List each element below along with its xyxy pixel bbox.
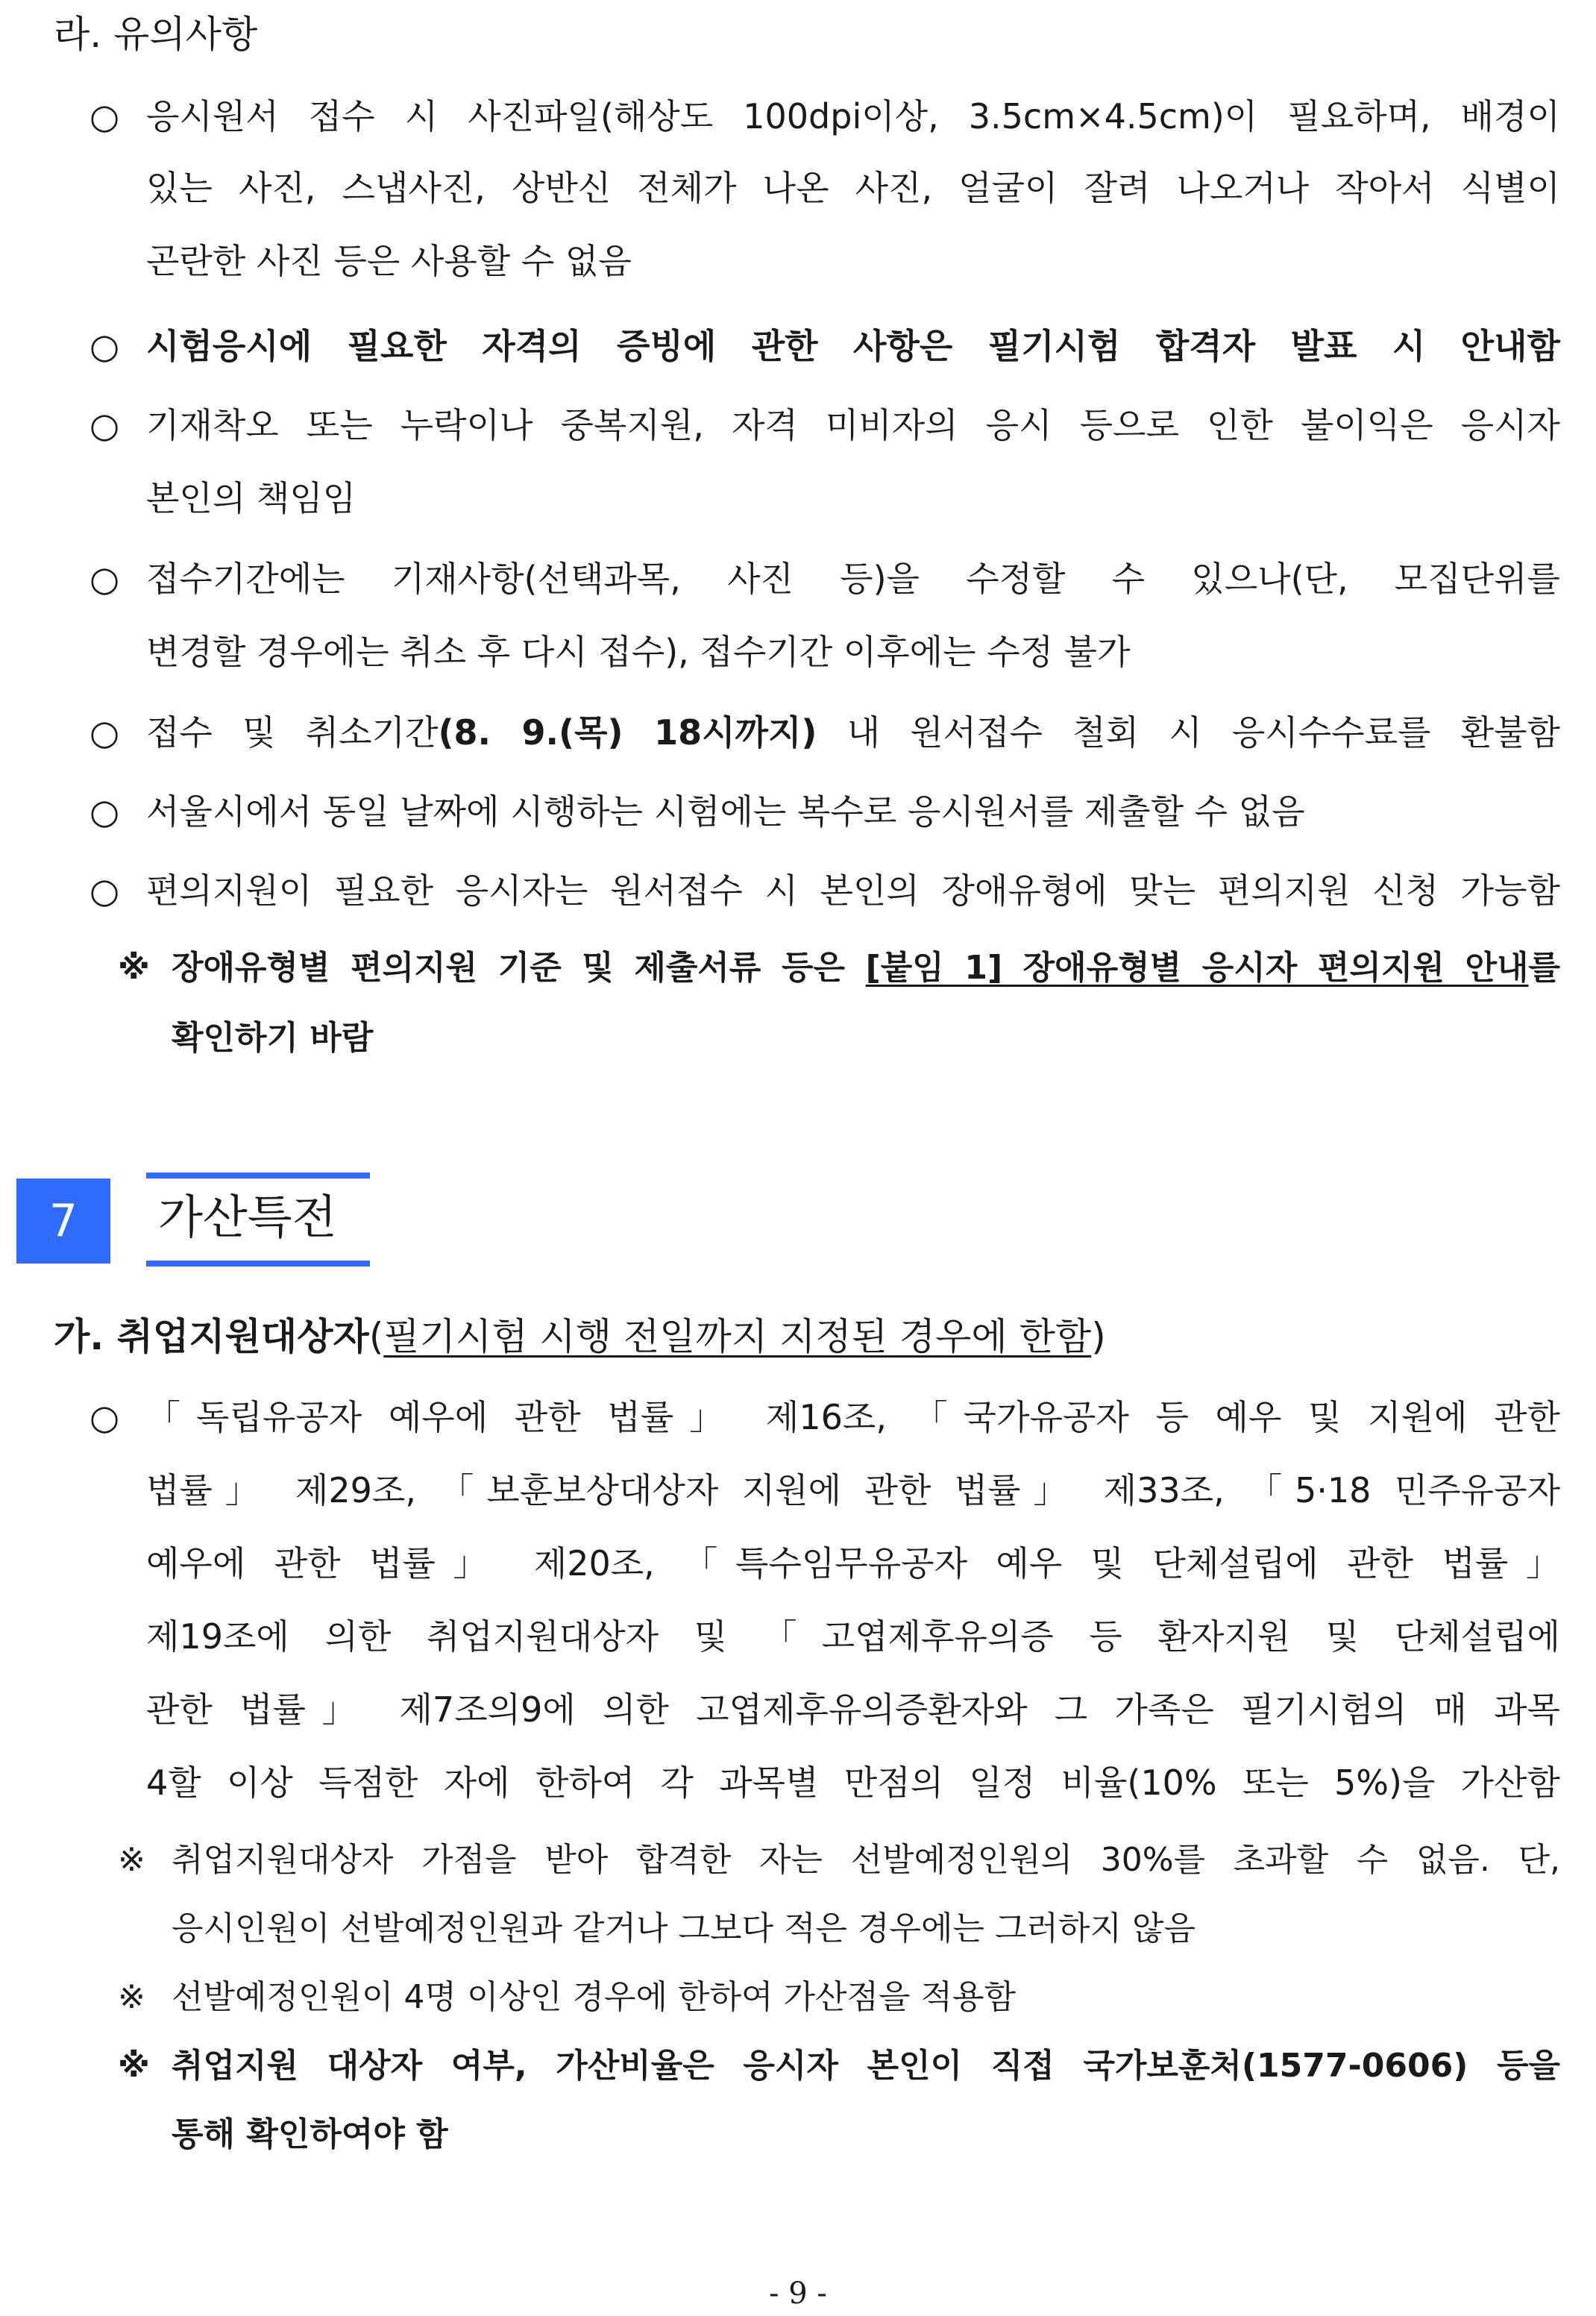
caution-item-5-text-post: 내 원서접수 철회 시 응시수수료를 환불함	[817, 712, 1560, 753]
employment-heading-bold: 가. 취업지원대상자	[54, 1315, 369, 1358]
bullet-icon: ○	[89, 96, 120, 136]
employment-item-line-1: 「독립유공자 예우에 관한 법률」 제16조, 「국가유공자 등 예우 및 지원에 관한	[146, 1397, 1560, 1437]
reference-mark-icon: ※	[118, 1978, 145, 2016]
employment-item-line-2: 법률」 제29조, 「보훈보상대상자 지원에 관한 법률」 제33조, 「5·18 민주유공자	[146, 1470, 1560, 1510]
employment-note-1-line-2: 응시인원이 선발예정인원과 같거나 그보다 적은 경우에는 그러하지 않음	[172, 1909, 1196, 1948]
bullet-icon: ○	[89, 870, 120, 911]
caution-item-7-line-1: 편의지원이 필요한 응시자는 원서접수 시 본인의 장애유형에 맞는 편의지원 신청 가능함	[146, 870, 1560, 911]
bullet-icon: ○	[89, 712, 120, 753]
caution-item-4-line-1: 접수기간에는 기재사항(선택과목, 사진 등)을 수정할 수 있으나(단, 모집단위를	[146, 559, 1560, 599]
employment-heading-paren-close: )	[1091, 1315, 1106, 1358]
bullet-icon: ○	[89, 1397, 120, 1437]
employment-item-line-6: 4할 이상 득점한 자에 한하여 각 과목별 만점의 일정 비율(10% 또는 5%)을 가산함	[146, 1763, 1560, 1803]
section-title-bottom-rule	[146, 1261, 370, 1267]
caution-item-6-line-1: 서울시에서 동일 날짜에 시행하는 시험에는 복수로 응시원서를 제출할 수 없음	[146, 791, 1305, 832]
caution-item-5-text-pre: 접수 및 취소기간	[146, 712, 439, 753]
page-number: - 9 -	[769, 2276, 827, 2311]
caution-item-5-line-1	[146, 710, 1560, 755]
caution-item-2-line-1: 시험응시에 필요한 자격의 증빙에 관한 사항은 필기시험 합격자 발표 시 안내함	[146, 326, 1560, 366]
caution-note-text-pre: 장애유형별 편의지원 기준 및 제출서류 등은	[172, 949, 866, 987]
employment-note-1-line-1: 취업지원대상자 가점을 받아 합격한 자는 선발예정인원의 30%를 초과할 수 없음. 단,	[172, 1841, 1560, 1879]
employment-item-line-4: 제19조에 의한 취업지원대상자 및 「고엽제후유의증 등 환자지원 및 단체설립에	[146, 1616, 1560, 1657]
caution-item-1-line-1: 응시원서 접수 시 사진파일(해상도 100dpi이상, 3.5cm×4.5cm)이 필요하며, 배경이	[146, 96, 1560, 136]
caution-item-3-line-1: 기재착오 또는 누락이나 중복지원, 자격 미비자의 응시 등으로 인한 불이익은 응시자	[146, 405, 1560, 445]
bullet-icon: ○	[89, 326, 120, 366]
reference-mark-icon: ※	[118, 949, 150, 987]
employment-heading-condition: 필기시험 시행 전일까지 지정된 경우에 한함	[383, 1315, 1092, 1358]
employment-heading-paren-open: (	[368, 1315, 384, 1358]
employment-item-line-5: 관한 법률」 제7조의9에 의한 고엽제후유의증환자와 그 가족은 필기시험의 매 과목	[146, 1689, 1560, 1730]
bullet-icon: ○	[89, 791, 120, 832]
section-title-top-rule	[146, 1173, 370, 1179]
employment-note-3-line-2: 통해 확인하여야 함	[172, 2115, 448, 2153]
section-heading-employment-support	[54, 1314, 1106, 1359]
reference-mark-icon: ※	[118, 1841, 145, 1879]
caution-note-text-post: 를	[1528, 949, 1560, 987]
section-title: 가산특전	[158, 1190, 337, 1244]
caution-item-1-line-3: 곤란한 사진 등은 사용할 수 없음	[146, 241, 632, 281]
bullet-icon: ○	[89, 559, 120, 599]
caution-note-line-2: 확인하기 바람	[172, 1019, 374, 1057]
bullet-icon: ○	[89, 405, 120, 445]
section-number-badge: 7	[16, 1179, 110, 1264]
caution-item-4-line-2: 변경할 경우에는 취소 후 다시 접수), 접수기간 이후에는 수정 불가	[146, 632, 1131, 672]
caution-note-line-1	[172, 946, 1560, 991]
caution-item-5-deadline: (8. 9.(목) 18시까지)	[438, 712, 817, 753]
caution-note-attachment-ref: [붙임 1] 장애유형별 응시자 편의지원 안내	[865, 949, 1529, 987]
employment-item-line-3: 예우에 관한 법률」 제20조, 「특수임무유공자 예우 및 단체설립에 관한 법률」	[146, 1543, 1560, 1584]
caution-item-1-line-2: 있는 사진, 스냅사진, 상반신 전체가 나온 사진, 얼굴이 잘려 나오거나 작아서 식별이	[146, 168, 1560, 208]
caution-item-3-line-2: 본인의 책임임	[146, 478, 356, 518]
employment-note-2-line-1: 선발예정인원이 4명 이상인 경우에 한하여 가산점을 적용함	[172, 1978, 1017, 2016]
employment-note-3-line-1: 취업지원 대상자 여부, 가산비율은 응시자 본인이 직접 국가보훈처(1577-0606) 등을	[172, 2047, 1560, 2085]
reference-mark-icon: ※	[118, 2047, 150, 2085]
section-heading-cautions: 라. 유의사항	[54, 13, 258, 56]
